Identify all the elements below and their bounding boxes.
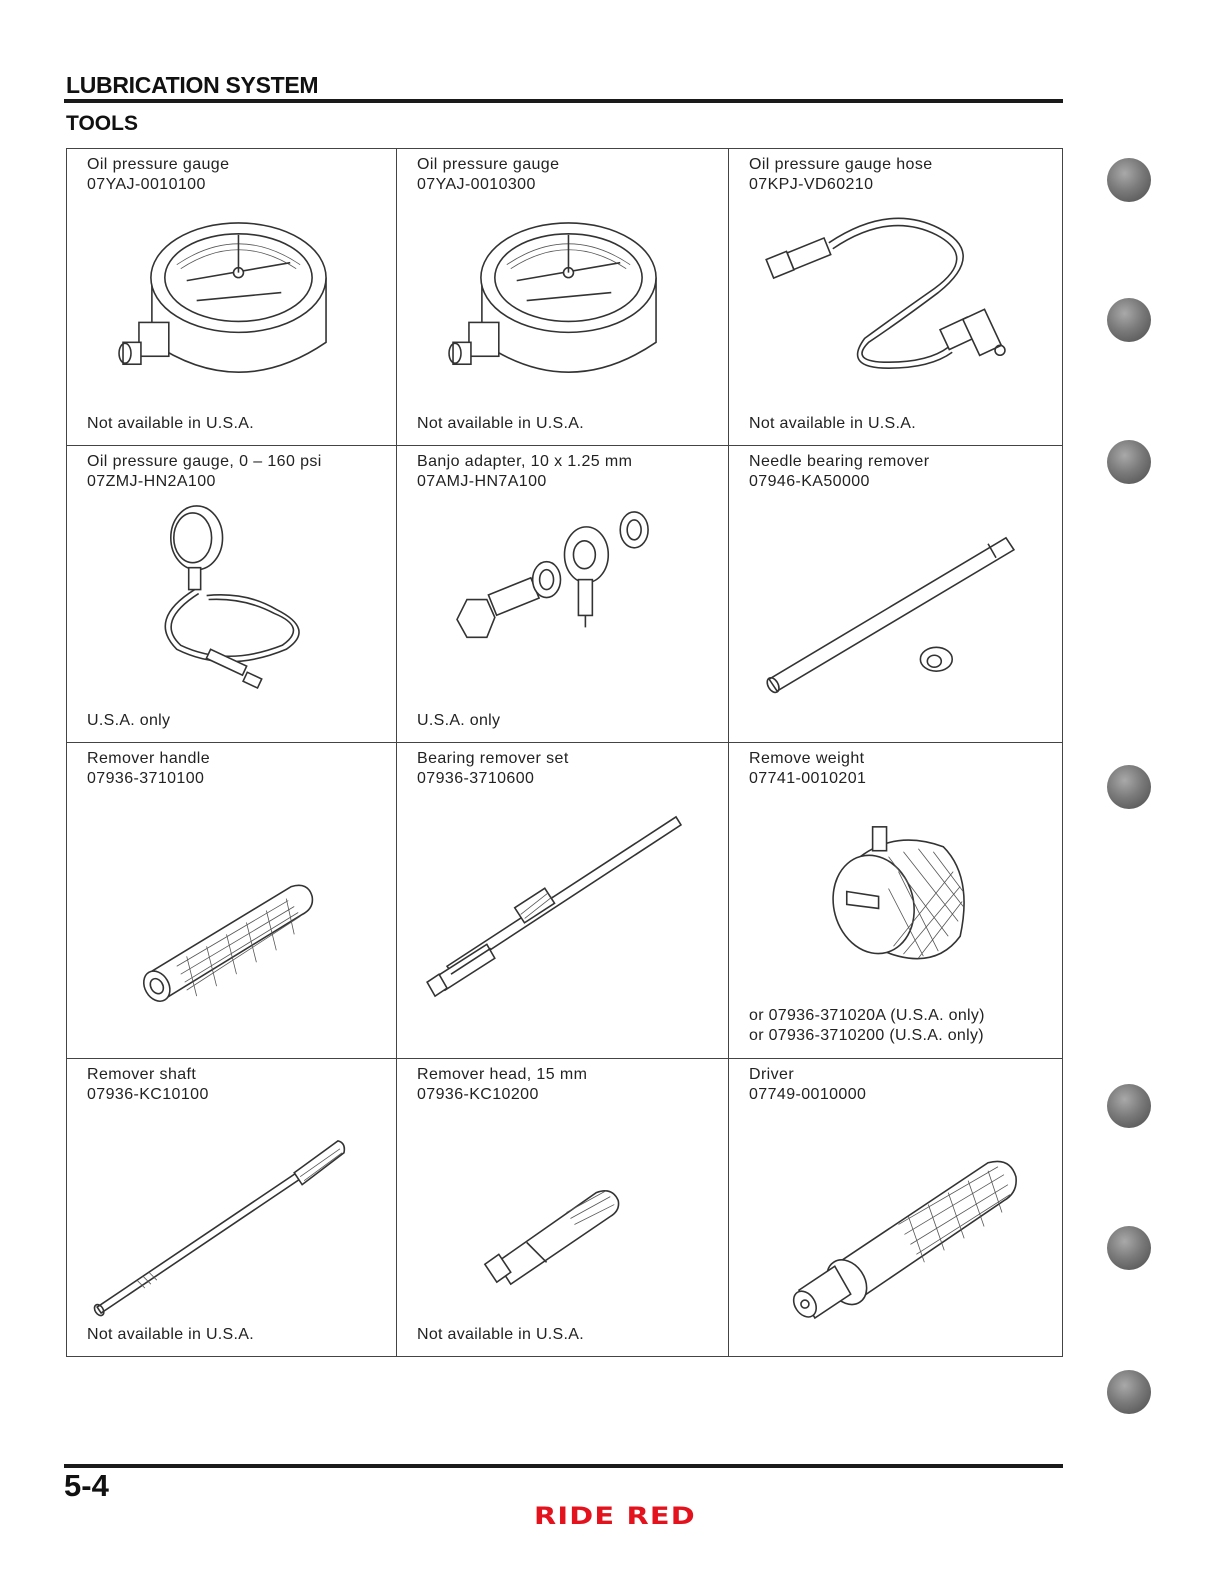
tool-name: Bearing remover set xyxy=(417,750,569,767)
tool-note: Not available in U.S.A. xyxy=(417,1326,584,1343)
tool-part-number: 07YAJ-0010300 xyxy=(417,176,536,193)
tool-part-number: 07AMJ-HN7A100 xyxy=(417,473,547,490)
tools-table xyxy=(66,148,1063,1357)
tool-cell xyxy=(67,149,397,446)
gauge-with-hose-icon xyxy=(77,500,386,706)
tool-part-number: 07749-0010000 xyxy=(749,1086,867,1103)
tool-cell xyxy=(397,743,729,1059)
alternate-part-numbers xyxy=(749,1006,985,1046)
binder-tab-marker xyxy=(1107,765,1151,809)
alternate-part-number: or 07936-3710200 (U.S.A. only) xyxy=(749,1027,984,1044)
tool-part-number: 07936-KC10200 xyxy=(417,1086,539,1103)
binder-tab-marker xyxy=(1107,158,1151,202)
binder-tab-marker xyxy=(1107,440,1151,484)
tool-cell xyxy=(397,1059,729,1357)
tool-cell xyxy=(397,446,729,743)
tool-name: Oil pressure gauge xyxy=(87,156,230,173)
binder-tab-marker xyxy=(1107,1084,1151,1128)
tool-part-number: 07YAJ-0010100 xyxy=(87,176,206,193)
tool-cell xyxy=(729,1059,1063,1357)
tool-part-number: 07KPJ-VD60210 xyxy=(749,176,874,193)
tool-name: Driver xyxy=(749,1066,795,1083)
driver-icon xyxy=(739,1113,1052,1320)
tool-note: Not available in U.S.A. xyxy=(749,415,916,432)
section-title: LUBRICATION SYSTEM xyxy=(66,72,319,98)
tool-cell xyxy=(397,149,729,446)
subsection-title: TOOLS xyxy=(66,112,138,135)
alternate-part-number: or 07936-371020A (U.S.A. only) xyxy=(749,1007,985,1024)
binder-tab-marker xyxy=(1107,1226,1151,1270)
tool-cell xyxy=(67,743,397,1059)
tool-cell xyxy=(729,446,1063,743)
tool-cell xyxy=(67,1059,397,1357)
tool-note: Not available in U.S.A. xyxy=(87,415,254,432)
tool-name: Remover head, 15 mm xyxy=(417,1066,588,1083)
tool-name: Needle bearing remover xyxy=(749,453,930,470)
tool-name: Remover handle xyxy=(87,750,210,767)
tool-cell xyxy=(729,743,1063,1059)
tool-note: Not available in U.S.A. xyxy=(417,415,584,432)
tool-part-number: 07ZMJ-HN2A100 xyxy=(87,473,216,490)
footer-brand: RIDE RED xyxy=(534,1502,696,1530)
bearing-remover-icon xyxy=(739,500,1052,706)
tool-note: Not available in U.S.A. xyxy=(87,1326,254,1343)
tool-name: Remover shaft xyxy=(87,1066,197,1083)
remover-shaft-icon xyxy=(77,1113,386,1320)
tool-part-number: 07936-KC10100 xyxy=(87,1086,209,1103)
footer-rule xyxy=(64,1464,1063,1468)
weight-icon xyxy=(739,797,1052,988)
banjo-adapter-icon xyxy=(407,500,718,706)
tool-part-number: 07936-3710100 xyxy=(87,770,205,787)
tool-name: Banjo adapter, 10 x 1.25 mm xyxy=(417,453,633,470)
tool-name: Oil pressure gauge xyxy=(417,156,560,173)
gauge-icon xyxy=(77,203,386,409)
tool-name: Oil pressure gauge, 0 – 160 psi xyxy=(87,453,322,470)
knurled-handle-icon xyxy=(77,797,386,1022)
gauge-hose-icon xyxy=(739,203,1052,409)
remover-set-icon xyxy=(407,797,718,1022)
binder-tab-marker xyxy=(1107,1370,1151,1414)
tool-note: U.S.A. only xyxy=(417,712,501,729)
tool-name: Oil pressure gauge hose xyxy=(749,156,933,173)
tool-part-number: 07741-0010201 xyxy=(749,770,867,787)
header-rule xyxy=(64,99,1063,103)
tool-note: U.S.A. only xyxy=(87,712,171,729)
tool-part-number: 07946-KA50000 xyxy=(749,473,870,490)
remover-head-icon xyxy=(407,1113,718,1320)
gauge-icon xyxy=(407,203,718,409)
binder-tab-marker xyxy=(1107,298,1151,342)
tool-part-number: 07936-3710600 xyxy=(417,770,535,787)
tool-cell xyxy=(729,149,1063,446)
page-number: 5-4 xyxy=(64,1468,109,1503)
tool-cell xyxy=(67,446,397,743)
tool-name: Remove weight xyxy=(749,750,865,767)
